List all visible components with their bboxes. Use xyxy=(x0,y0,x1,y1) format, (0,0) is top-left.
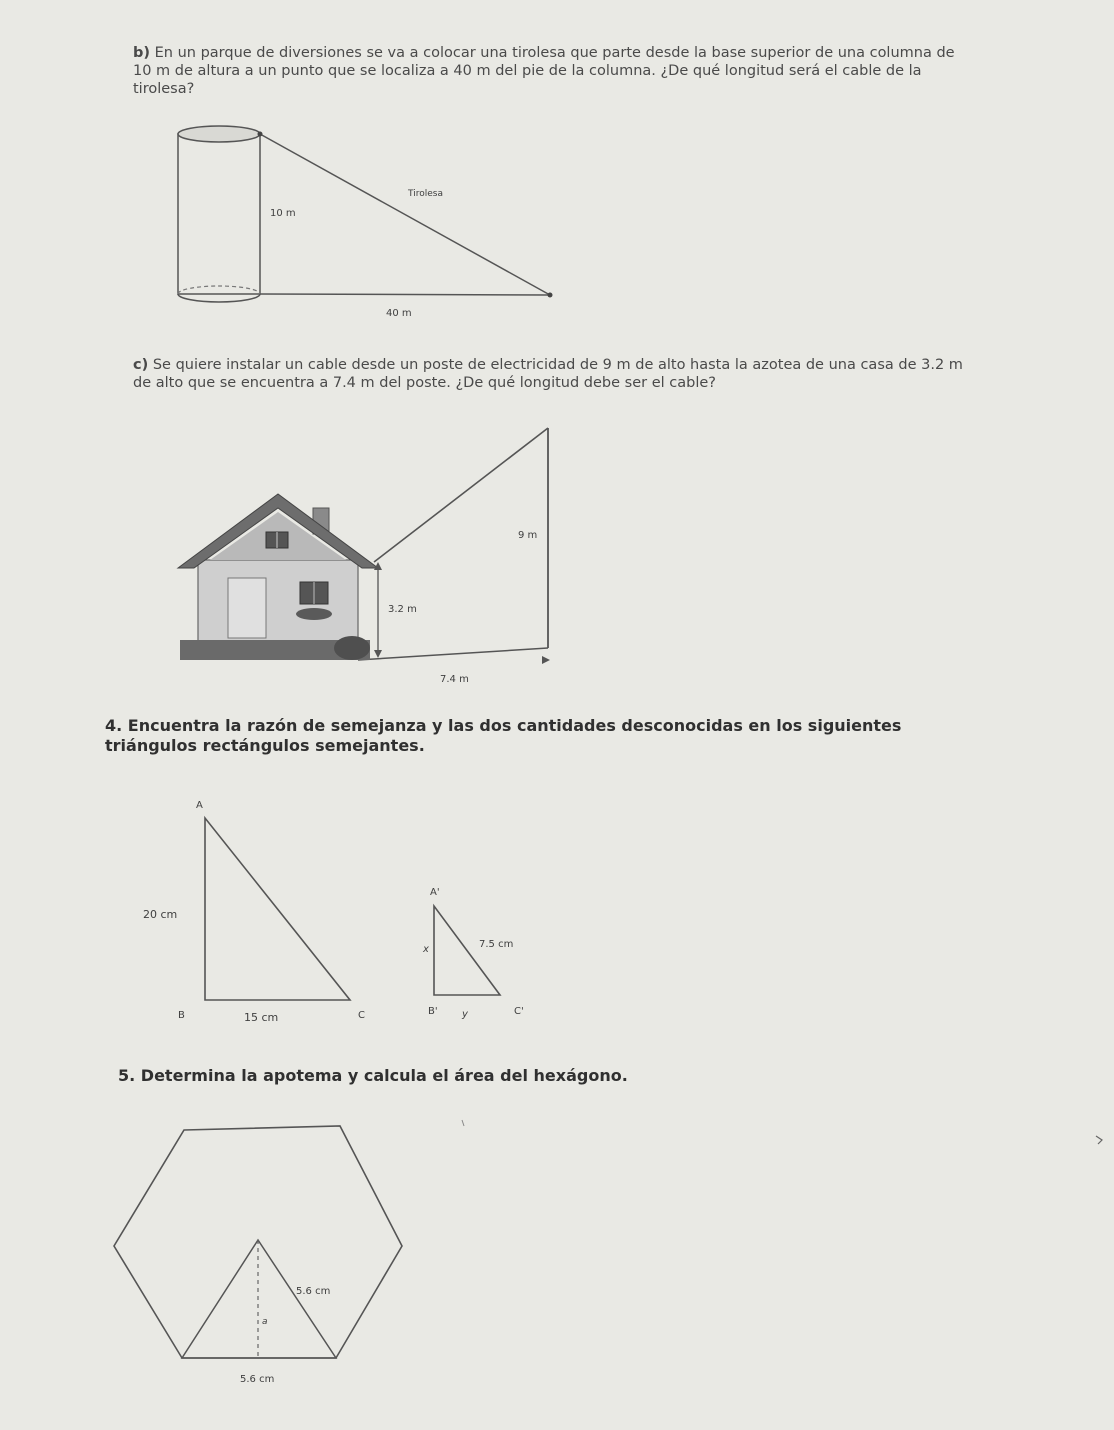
zipline-end-point xyxy=(548,293,553,298)
label-tirolesa: Tirolesa xyxy=(408,189,443,199)
figure-house-pole xyxy=(178,428,550,685)
large-triangle xyxy=(205,818,350,1000)
zipline-top-point xyxy=(258,132,263,137)
label-distance: 7.4 m xyxy=(440,674,469,685)
label-ground-distance: 40 m xyxy=(386,308,412,319)
vertex-a-prime: A' xyxy=(430,887,440,898)
figure-small-triangle xyxy=(422,887,524,1020)
vertex-a: A xyxy=(196,800,203,811)
pen-mark xyxy=(462,1120,464,1126)
cable xyxy=(374,428,548,562)
column-bottom-edge xyxy=(178,294,260,302)
bush xyxy=(334,636,370,660)
column-body xyxy=(178,134,260,294)
figure-hexagon xyxy=(114,1126,402,1385)
house-illustration xyxy=(178,494,378,660)
label-hexagon-side: 5.6 cm xyxy=(296,1286,331,1297)
problem-b-body: En un parque de diversiones se va a colocar una tirolesa que parte desde la base superior de una columna de 10 m de altura a un punto que se localiza a 40 m del pie de la columna. ¿De qué longitud será el cable de la tirolesa? xyxy=(133,45,955,97)
small-triangle xyxy=(434,906,500,995)
page-edge-mark xyxy=(1096,1136,1102,1144)
house-door xyxy=(228,578,266,638)
figure-large-triangle xyxy=(143,800,365,1024)
label-unknown-x: x xyxy=(423,944,429,955)
central-triangle xyxy=(182,1240,336,1358)
column-top xyxy=(178,126,260,142)
flower-box xyxy=(296,608,332,620)
problem-c-prefix: c) xyxy=(133,357,149,373)
house-wall xyxy=(198,560,358,642)
label-column-height: 10 m xyxy=(270,208,296,219)
label-apothem: a xyxy=(262,1317,268,1327)
problem-c-body: Se quiere instalar un cable desde un poste de electricidad de 9 m de alto hasta la azotea de una casa de 3.2 m de alto que se encuentra a 7.4 m del poste. ¿De qué longitud debe ser el cable? xyxy=(133,357,963,391)
ground-line xyxy=(260,294,550,295)
vertex-c: C xyxy=(358,1010,365,1021)
vertex-b-prime: B' xyxy=(428,1006,438,1017)
vertex-c-prime: C' xyxy=(514,1006,524,1017)
problem-5-text: 5. Determina la apotema y calcula el área del hexágono. xyxy=(118,1066,628,1085)
label-house-height: 3.2 m xyxy=(388,604,417,615)
label-side-ac-prime: 7.5 cm xyxy=(479,939,514,950)
ground-line-c xyxy=(358,648,548,660)
zipline-cable xyxy=(260,134,550,295)
label-unknown-y: y xyxy=(462,1009,468,1020)
label-pole-height: 9 m xyxy=(518,530,538,541)
label-side-bc: 15 cm xyxy=(244,1011,279,1024)
problem-4-text: 4. Encuentra la razón de semejanza y las dos cantidades desconocidas en los siguientes triángulos rectángulos semejantes. xyxy=(105,716,902,755)
distance-arrowhead xyxy=(542,656,550,664)
problem-b-prefix: b) xyxy=(133,45,151,61)
vertex-b: B xyxy=(178,1010,185,1021)
figure-tirolesa xyxy=(178,126,553,319)
label-side-ab: 20 cm xyxy=(143,908,178,921)
label-hexagon-base: 5.6 cm xyxy=(240,1374,275,1385)
